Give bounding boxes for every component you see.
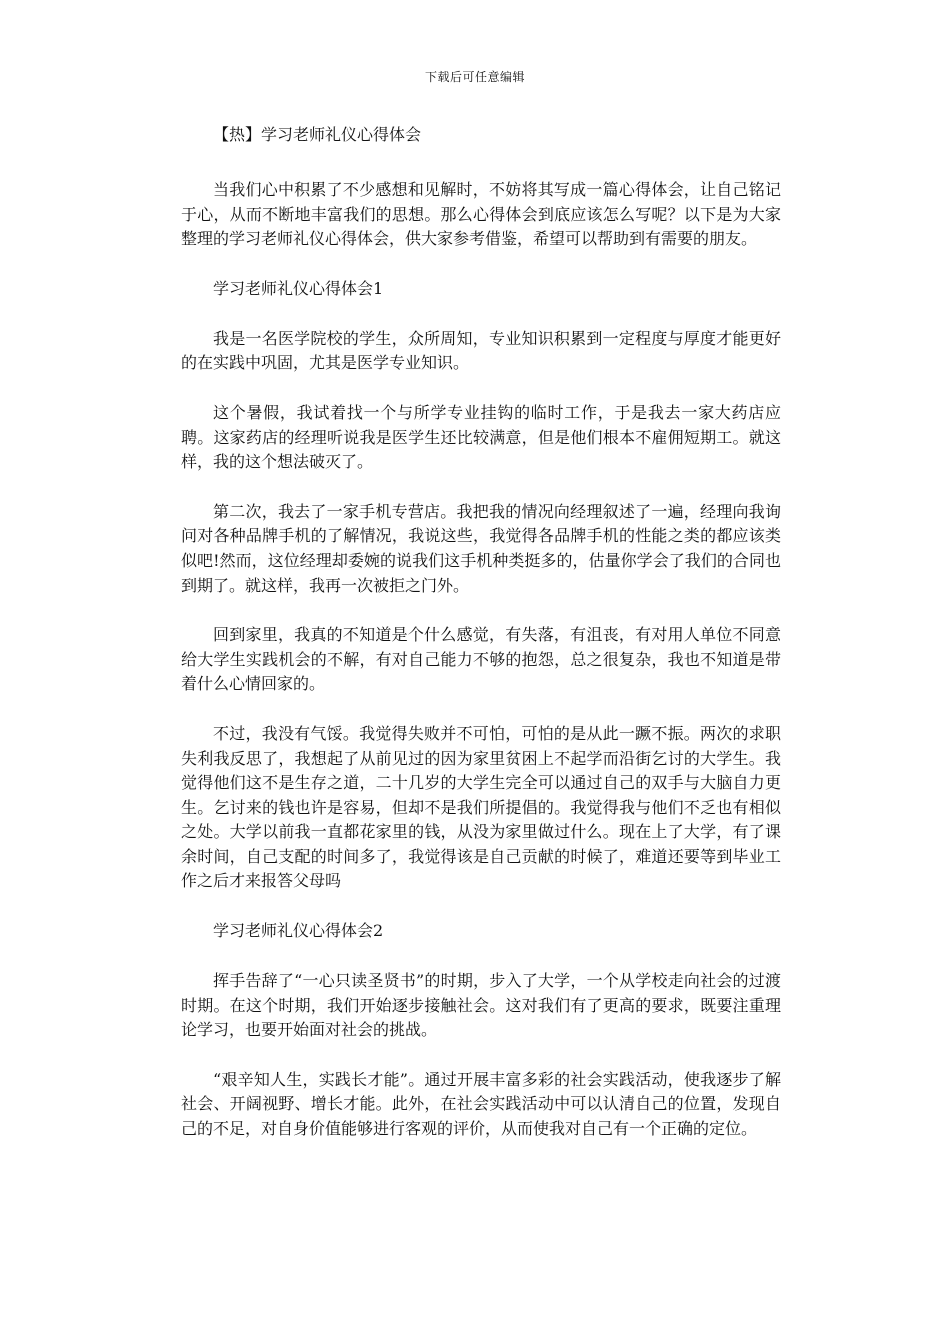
paragraph: 这个暑假，我试着找一个与所学专业挂钩的临时工作，于是我去一家大药店应聘。这家药店的经理听说我是医学生还比较满意，但是他们根本不雇佣短期工。就这样，我的这个想法破灭了。 xyxy=(181,402,781,472)
document-title: 【热】学习老师礼仪心得体会 xyxy=(213,125,422,144)
paragraph: “艰辛知人生，实践长才能”。通过开展丰富多彩的社会实践活动，使我逐步了解社会、开阔视野、增长才能。此外，在社会实践活动中可以认清自己的位置，发现自己的不足，对自身价值能够进行客观的评价，从而使我对自己有一个正确的定位。 xyxy=(181,1069,781,1139)
section-heading-1: 学习老师礼仪心得体会1 xyxy=(213,278,384,298)
paragraph: 回到家里，我真的不知道是个什么感觉，有失落，有沮丧，有对用人单位不同意给大学生实践机会的不解，有对自己能力不够的抱怨，总之很复杂，我也不知道是带着什么心情回家的。 xyxy=(181,625,781,694)
document-body xyxy=(181,122,781,1167)
paragraph: 我是一名医学院校的学生，众所周知，专业知识积累到一定程度与厚度才能更好的在实践中巩固，尤其是医学专业知识。 xyxy=(181,328,781,373)
paragraph: 挥手告辞了“一心只读圣贤书”的时期，步入了大学，一个从学校走向社会的过渡时期。在这个时期，我们开始逐步接触社会。这对我们有了更高的要求，既要注重理论学习，也要开始面对社会的挑战。 xyxy=(181,971,781,1040)
paragraph: 第二次，我去了一家手机专营店。我把我的情况向经理叙述了一遍，经理向我询问对各种品牌手机的了解情况，我说这些，我觉得各品牌手机的性能之类的都应该类似吧!然而，这位经理却委婉的说我们这手机种类挺多的，估量你学会了我们的合同也到期了。就这样，我再一次被拒之门外。 xyxy=(181,501,781,595)
header-note: 下载后可任意编辑 xyxy=(424,70,525,84)
paragraph: 不过，我没有气馁。我觉得失败并不可怕，可怕的是从此一蹶不振。两次的求职失利我反思了，我想起了从前见过的因为家里贫困上不起学而沿街乞讨的大学生。我觉得他们这不是生存之道，二十几岁的大学生完全可以通过自己的双手与大脑自力更生。乞讨来的钱也许是容易，但却不是我们所提倡的。我觉得我与他们不乏也有相似之处。大学以前我一直都花家里的钱，从没为家里做过什么。现在上了大学，有了课余时间，自己支配的时间多了，我觉得该是自己贡献的时候了，难道还要等到毕业工作之后才来报答父母吗 xyxy=(181,723,781,891)
section-heading-2: 学习老师礼仪心得体会2 xyxy=(213,921,384,941)
intro-paragraph: 当我们心中积累了不少感想和见解时，不妨将其写成一篇心得体会，让自己铭记于心，从而不断地丰富我们的思想。那么心得体会到底应该怎么写呢？以下是为大家整理的学习老师礼仪心得体会，供大家参考借鉴，希望可以帮助到有需要的朋友。 xyxy=(181,180,781,249)
